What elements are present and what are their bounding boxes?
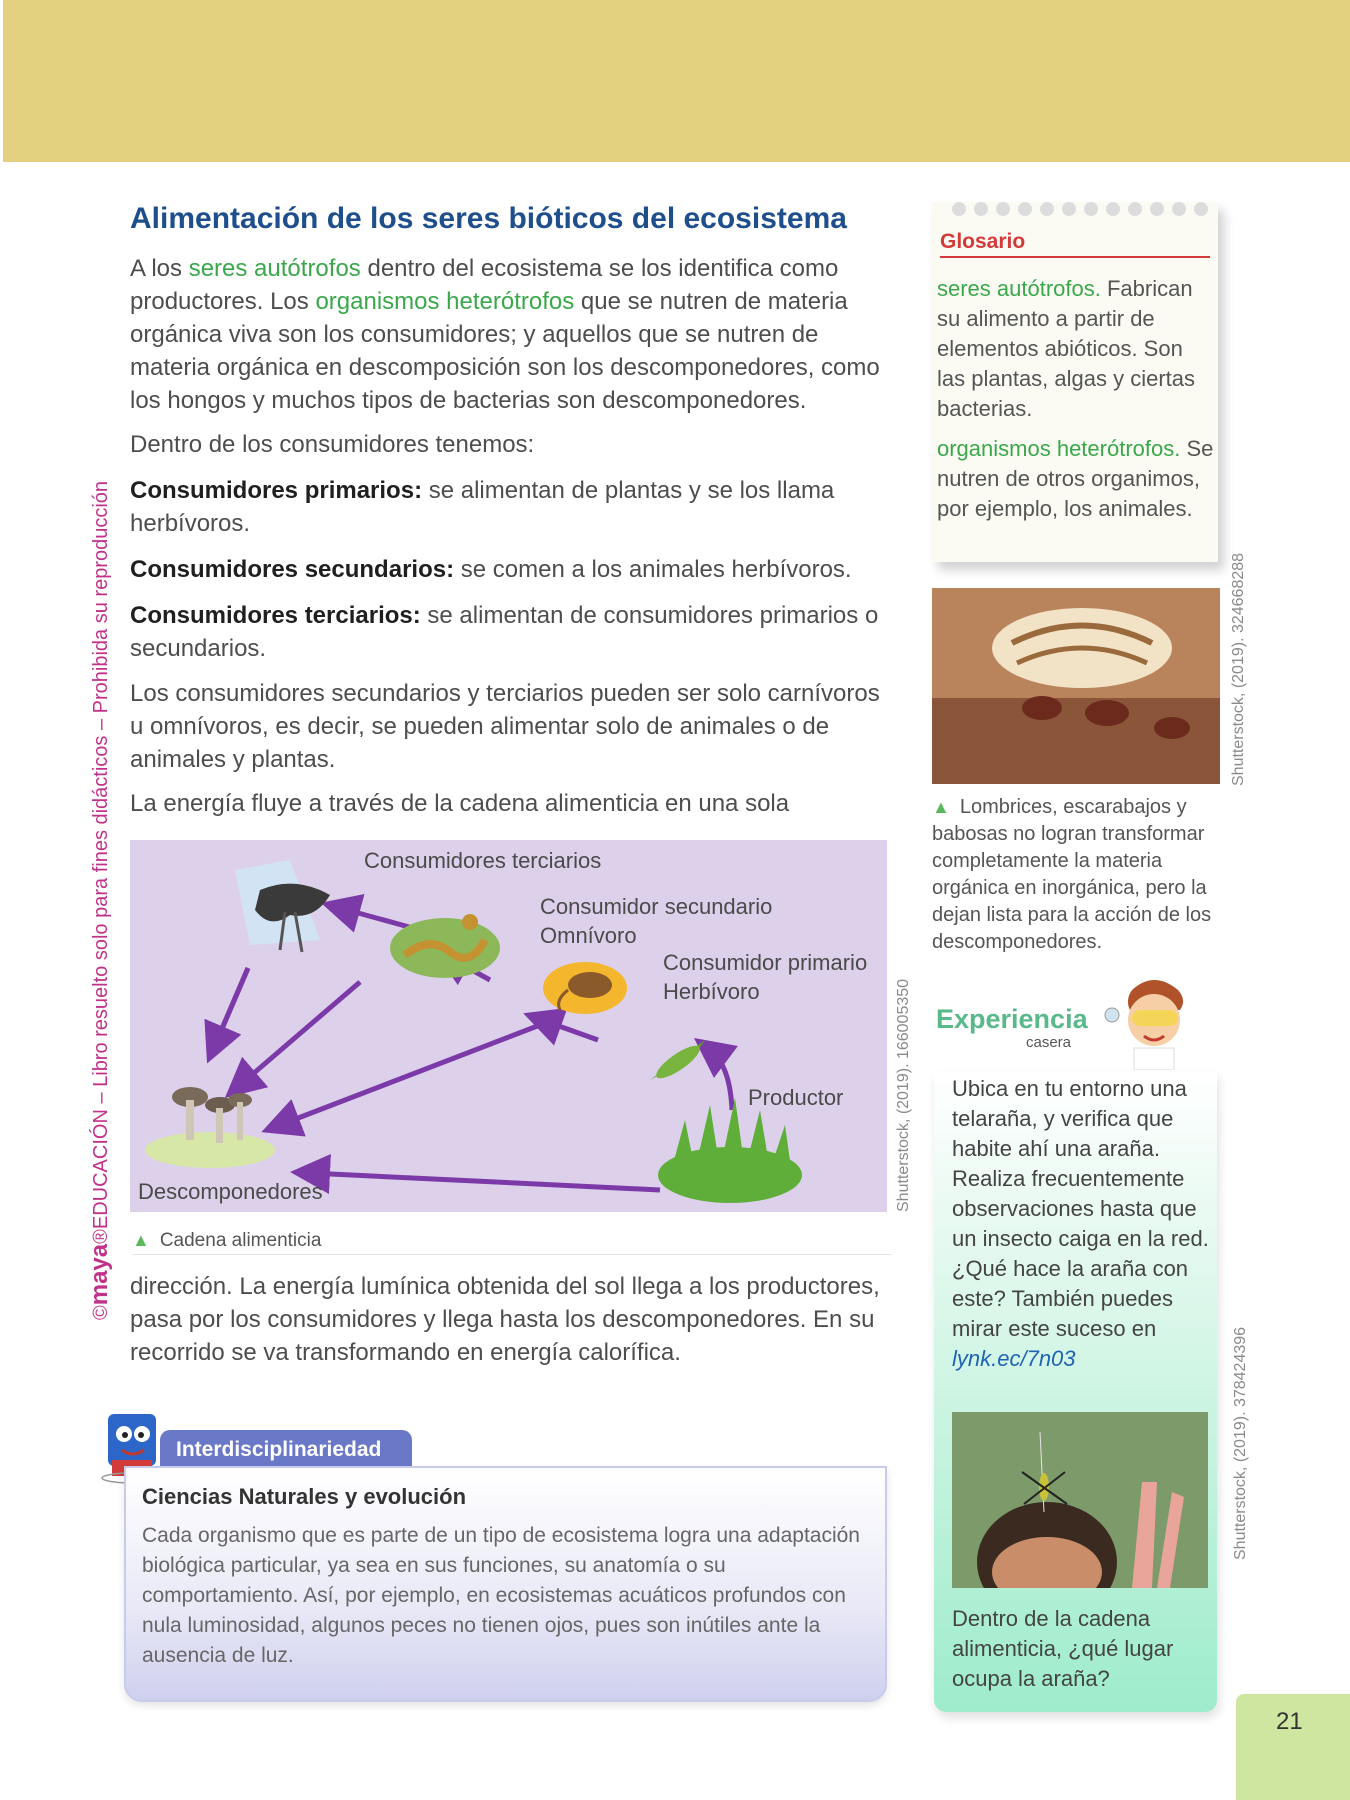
arrow-mouse-to-fungi xyxy=(280,1025,540,1125)
glossary-entry-autotrofos: seres autótrofos. Fabrican su alimento a partir de elementos abióticos. Son las plantas, algas y ciertas bacterias. xyxy=(937,276,1196,421)
notebook-rings xyxy=(952,202,1222,216)
grasshopper-illustration xyxy=(650,1040,705,1083)
carnivores-text: Los consumidores secundarios y terciarios pueden ser solo carnívoros u omnívoros, es decir, se pueden alimentar solo de animales o de animales y plantas. xyxy=(130,680,880,773)
interdisciplinary-text: Cada organismo que es parte de un tipo de ecosistema logra una adaptación biológica particular, ya sea en sus funciones, su anatomía o su comportamiento. Así, por ejemplo, en ecosistemas acuáticos profundos con nula luminosidad, algunos peces no tienen ojos, pues son inútiles ante la ausencia de luz. xyxy=(142,1524,860,1667)
interdisciplinary-heading: Ciencias Naturales y evolución xyxy=(142,1484,467,1509)
triangle-icon: ▲ xyxy=(932,797,950,817)
tertiary-consumers-text: Consumidores terciarios: se alimentan de consumidores primarios o secundarios. xyxy=(130,602,879,662)
snake-illustration xyxy=(390,914,500,978)
label-secondary-consumer: Consumidor secundario xyxy=(540,894,773,919)
fungi-illustration xyxy=(145,1087,275,1168)
interdisciplinary-tab: Interdisciplinariedad xyxy=(160,1430,412,1468)
label-primary-consumer: Consumidor primario xyxy=(663,950,868,975)
primary-consumers-text: Consumidores primarios: se alimentan de plantas y se los llama herbívoros. xyxy=(130,477,835,537)
energy-flow-text-start: La energía fluye a través de la cadena alimenticia en una sola xyxy=(130,790,790,817)
label-producer: Productor xyxy=(748,1085,844,1110)
arrow-grass-to-grasshopper xyxy=(710,1050,732,1110)
food-chain-illustration xyxy=(130,840,887,1212)
experience-link[interactable]: lynk.ec/7n03 xyxy=(952,1346,1076,1371)
secondary-consumers-text: Consumidores secundarios: se comen a los animales herbívoros. xyxy=(130,556,852,583)
insects-photo xyxy=(932,588,1220,784)
experience-title: Experiencia xyxy=(936,1004,1088,1034)
glossary-entry-heterotrofos: organismos heterótrofos. Se nutren de otros organimos, por ejemplo, los animales. xyxy=(937,436,1214,521)
glossary-title: Glosario xyxy=(940,230,1210,258)
label-decomposers: Descomponedores xyxy=(138,1179,323,1204)
spider-photo xyxy=(952,1412,1208,1588)
grass-illustration xyxy=(658,1098,802,1203)
glossary-card xyxy=(932,202,1218,562)
label-tertiary-consumers: Consumidores terciarios xyxy=(364,848,602,873)
bird-illustration xyxy=(235,860,330,952)
arrow-grasshopper-to-mouse xyxy=(542,1020,598,1040)
intro-paragraph: A los seres autótrofos dentro del ecosistema se los identifica como productores. Los organismos heterótrofos que se nutren de materia orgánica viva son los consumidores; y aquellos que se nutren de materia orgánica en descomposición son los descomponedores, como los hongos y muchos tipos de bacterias son descomponedores. xyxy=(130,255,880,414)
label-herbivore: Herbívoro xyxy=(663,979,760,1004)
page-number: 21 xyxy=(1236,1694,1350,1800)
label-omnivore: Omnívoro xyxy=(540,923,637,948)
insects-photo-credit: Shutterstock, (2019). 324668288 xyxy=(1230,552,1247,786)
insects-caption: ▲ Lombrices, escarabajos y babosas no logran transformar completamente la materia orgánica en inorgánica, pero la dejan lista para la acción de los descomponedores. xyxy=(932,796,1212,953)
page-title: Alimentación de los seres bióticos del ecosistema xyxy=(130,202,847,235)
brand-logo-text: maya xyxy=(86,1243,113,1306)
side-copyright-credit: ©maya®EDUCACIÓN – Libro resuelto solo para fines didácticos – Prohibida su reproducción xyxy=(86,480,113,1320)
food-chain-diagram xyxy=(130,840,887,1212)
spider-photo-credit: Shutterstock, (2019). 378424396 xyxy=(1232,1326,1249,1560)
arrow-snake-to-fungi xyxy=(240,982,360,1085)
header-band xyxy=(0,0,1350,162)
arrow-grass-to-fungi xyxy=(310,1173,660,1190)
diagram-caption: ▲ Cadena alimenticia xyxy=(132,1230,892,1255)
experience-question: Dentro de la cadena alimenticia, ¿qué lugar ocupa la araña? xyxy=(952,1606,1174,1691)
term-autotrofos: seres autótrofos xyxy=(188,255,361,282)
experience-instructions: Ubica en tu entorno una telaraña, y verifica que habite ahí una araña. Realiza frecuentemente observaciones hasta que un insecto caiga en la red. ¿Qué hace la araña con este? También puedes mirar este suceso en lynk.ec/7n03 xyxy=(952,1076,1209,1371)
experience-subtitle: casera xyxy=(1026,1034,1072,1051)
diagram-photo-credit: Shutterstock, (2019). 166005350 xyxy=(895,978,912,1212)
energy-flow-text-end: dirección. La energía lumínica obtenida del sol llega a los productores, pasa por los consumidores y llega hasta los descomponedores. En su recorrido se va transformando en energía calorífica. xyxy=(130,1273,880,1366)
term-heterotrofos: organismos heterótrofos xyxy=(315,288,575,315)
arrow-bird-to-fungi xyxy=(215,968,248,1045)
consumers-intro: Dentro de los consumidores tenemos: xyxy=(130,431,535,458)
scientist-boy-icon xyxy=(1092,970,1202,1070)
mouse-illustration xyxy=(543,962,627,1014)
triangle-icon: ▲ xyxy=(132,1230,150,1250)
